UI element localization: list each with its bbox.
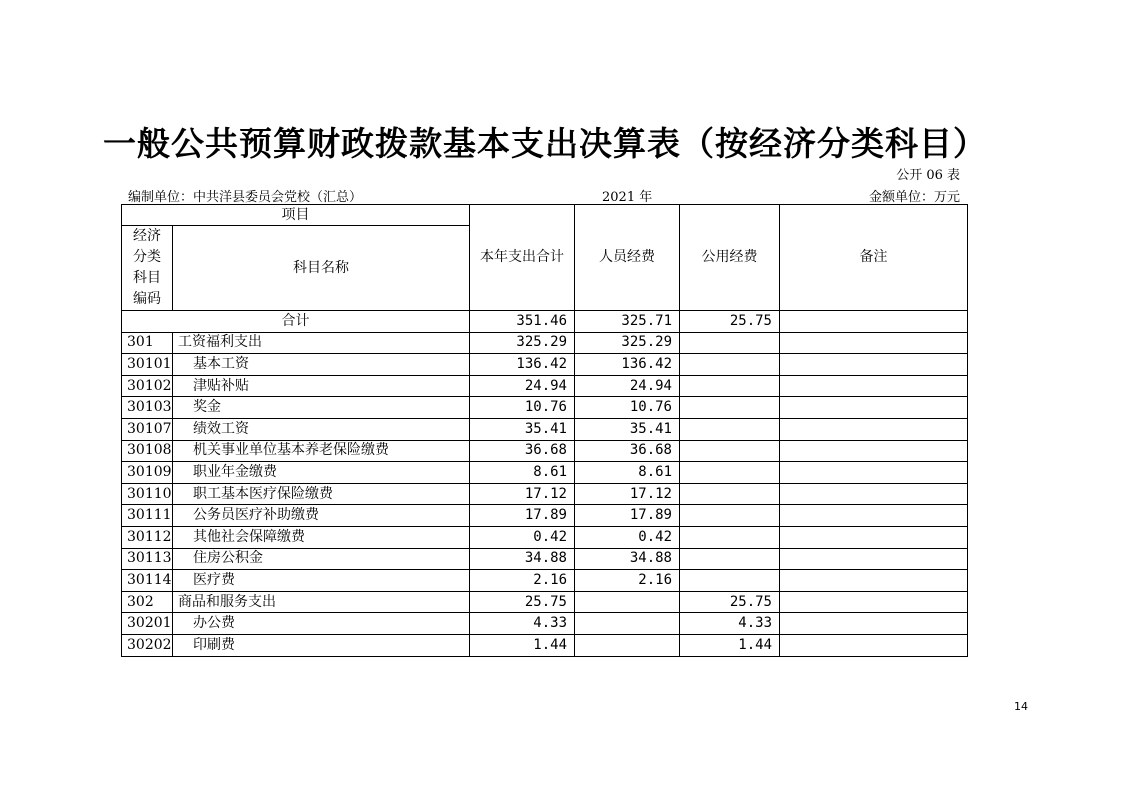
table-row: [122, 548, 968, 570]
row-total: 25.75: [470, 591, 575, 613]
summary-label: 合计: [122, 311, 470, 333]
row-remark: [780, 613, 968, 635]
row-name: 其他社会保障缴费: [173, 526, 470, 548]
table-row: [122, 440, 968, 462]
table-row: [122, 354, 968, 376]
row-total: 325.29: [470, 332, 575, 354]
row-public: [680, 570, 780, 592]
row-remark: [780, 418, 968, 440]
row-name: 津贴补贴: [173, 375, 470, 397]
row-name: 医疗费: [173, 570, 470, 592]
row-public: 1.44: [680, 634, 780, 656]
row-public: 4.33: [680, 613, 780, 635]
page-title: 一般公共预算财政拨款基本支出决算表（按经济分类科目）: [103, 124, 987, 163]
summary-row: [122, 311, 968, 333]
row-remark: [780, 526, 968, 548]
row-public: [680, 505, 780, 527]
row-code: 30107: [122, 418, 173, 440]
row-name: 职工基本医疗保险缴费: [173, 483, 470, 505]
header-code: [122, 226, 173, 311]
row-code: 30201: [122, 613, 173, 635]
row-personnel: 36.68: [575, 440, 680, 462]
table-row: [122, 332, 968, 354]
row-name: 机关事业单位基本养老保险缴费: [173, 440, 470, 462]
row-total: 17.12: [470, 483, 575, 505]
row-name: 印刷费: [173, 634, 470, 656]
row-code: 30108: [122, 440, 173, 462]
table-row: [122, 483, 968, 505]
row-name: 公务员医疗补助缴费: [173, 505, 470, 527]
budget-table: [121, 204, 968, 657]
row-name: 奖金: [173, 397, 470, 419]
row-code: 30202: [122, 634, 173, 656]
row-personnel: 10.76: [575, 397, 680, 419]
row-total: 136.42: [470, 354, 575, 376]
table-row: [122, 505, 968, 527]
header-remark: 备注: [780, 205, 968, 311]
row-code: 301: [122, 332, 173, 354]
header-row-1: [122, 205, 968, 226]
page-number: 14: [1014, 700, 1028, 713]
form-number: 公开 06 表: [896, 168, 960, 183]
row-code: 30113: [122, 548, 173, 570]
row-code: 30111: [122, 505, 173, 527]
row-total: 2.16: [470, 570, 575, 592]
header-code-line: 经济: [133, 228, 161, 244]
row-code: 30103: [122, 397, 173, 419]
summary-public: 25.75: [680, 311, 780, 333]
row-code: 30114: [122, 570, 173, 592]
row-code: 30102: [122, 375, 173, 397]
row-personnel: 136.42: [575, 354, 680, 376]
header-code-line: 科目: [133, 270, 161, 286]
summary-total: 351.46: [470, 311, 575, 333]
meta-row: [122, 186, 960, 204]
row-remark: [780, 634, 968, 656]
row-remark: [780, 483, 968, 505]
row-personnel: 24.94: [575, 375, 680, 397]
row-personnel: [575, 634, 680, 656]
table-row: [122, 375, 968, 397]
table-row: [122, 462, 968, 484]
row-total: 17.89: [470, 505, 575, 527]
row-personnel: 17.12: [575, 483, 680, 505]
row-code: 30112: [122, 526, 173, 548]
table-row: [122, 397, 968, 419]
compiling-unit: 编制单位：中共洋县委员会党校（汇总）: [128, 190, 363, 205]
summary-personnel: 325.71: [575, 311, 680, 333]
row-code: 30101: [122, 354, 173, 376]
row-remark: [780, 462, 968, 484]
row-public: [680, 397, 780, 419]
row-total: 1.44: [470, 634, 575, 656]
header-item: 项目: [122, 205, 470, 226]
row-code: 30110: [122, 483, 173, 505]
fiscal-year: 2021 年: [602, 190, 653, 205]
row-name: 商品和服务支出: [173, 591, 470, 613]
row-public: [680, 548, 780, 570]
row-name: 职业年金缴费: [173, 462, 470, 484]
row-name: 住房公积金: [173, 548, 470, 570]
row-public: [680, 440, 780, 462]
table-row: [122, 526, 968, 548]
row-remark: [780, 591, 968, 613]
table-row: [122, 634, 968, 656]
row-total: 36.68: [470, 440, 575, 462]
row-public: [680, 462, 780, 484]
row-remark: [780, 548, 968, 570]
row-remark: [780, 332, 968, 354]
header-name: 科目名称: [173, 226, 470, 311]
header-public: 公用经费: [680, 205, 780, 311]
row-personnel: [575, 613, 680, 635]
row-public: [680, 332, 780, 354]
table-row: [122, 591, 968, 613]
amount-unit: 金额单位：万元: [868, 190, 960, 205]
row-remark: [780, 570, 968, 592]
row-name: 工资福利支出: [173, 332, 470, 354]
table-row: [122, 613, 968, 635]
row-total: 4.33: [470, 613, 575, 635]
summary-remark: [780, 311, 968, 333]
table-row: [122, 570, 968, 592]
row-total: 8.61: [470, 462, 575, 484]
row-remark: [780, 375, 968, 397]
row-total: 35.41: [470, 418, 575, 440]
row-personnel: 2.16: [575, 570, 680, 592]
row-code: 30109: [122, 462, 173, 484]
row-public: [680, 354, 780, 376]
header-code-line: 分类: [133, 249, 161, 265]
row-public: 25.75: [680, 591, 780, 613]
row-name: 绩效工资: [173, 418, 470, 440]
row-name: 办公费: [173, 613, 470, 635]
row-personnel: 35.41: [575, 418, 680, 440]
row-personnel: 8.61: [575, 462, 680, 484]
row-remark: [780, 505, 968, 527]
row-public: [680, 526, 780, 548]
row-remark: [780, 440, 968, 462]
header-personnel: 人员经费: [575, 205, 680, 311]
header-total: 本年支出合计: [470, 205, 575, 311]
row-total: 24.94: [470, 375, 575, 397]
row-personnel: 325.29: [575, 332, 680, 354]
row-remark: [780, 397, 968, 419]
row-code: 302: [122, 591, 173, 613]
row-personnel: 17.89: [575, 505, 680, 527]
table-row: [122, 418, 968, 440]
row-public: [680, 418, 780, 440]
header-code-line: 编码: [133, 291, 161, 307]
row-remark: [780, 354, 968, 376]
row-public: [680, 483, 780, 505]
row-name: 基本工资: [173, 354, 470, 376]
row-public: [680, 375, 780, 397]
row-personnel: [575, 591, 680, 613]
row-personnel: 0.42: [575, 526, 680, 548]
row-total: 0.42: [470, 526, 575, 548]
row-total: 34.88: [470, 548, 575, 570]
row-total: 10.76: [470, 397, 575, 419]
row-personnel: 34.88: [575, 548, 680, 570]
